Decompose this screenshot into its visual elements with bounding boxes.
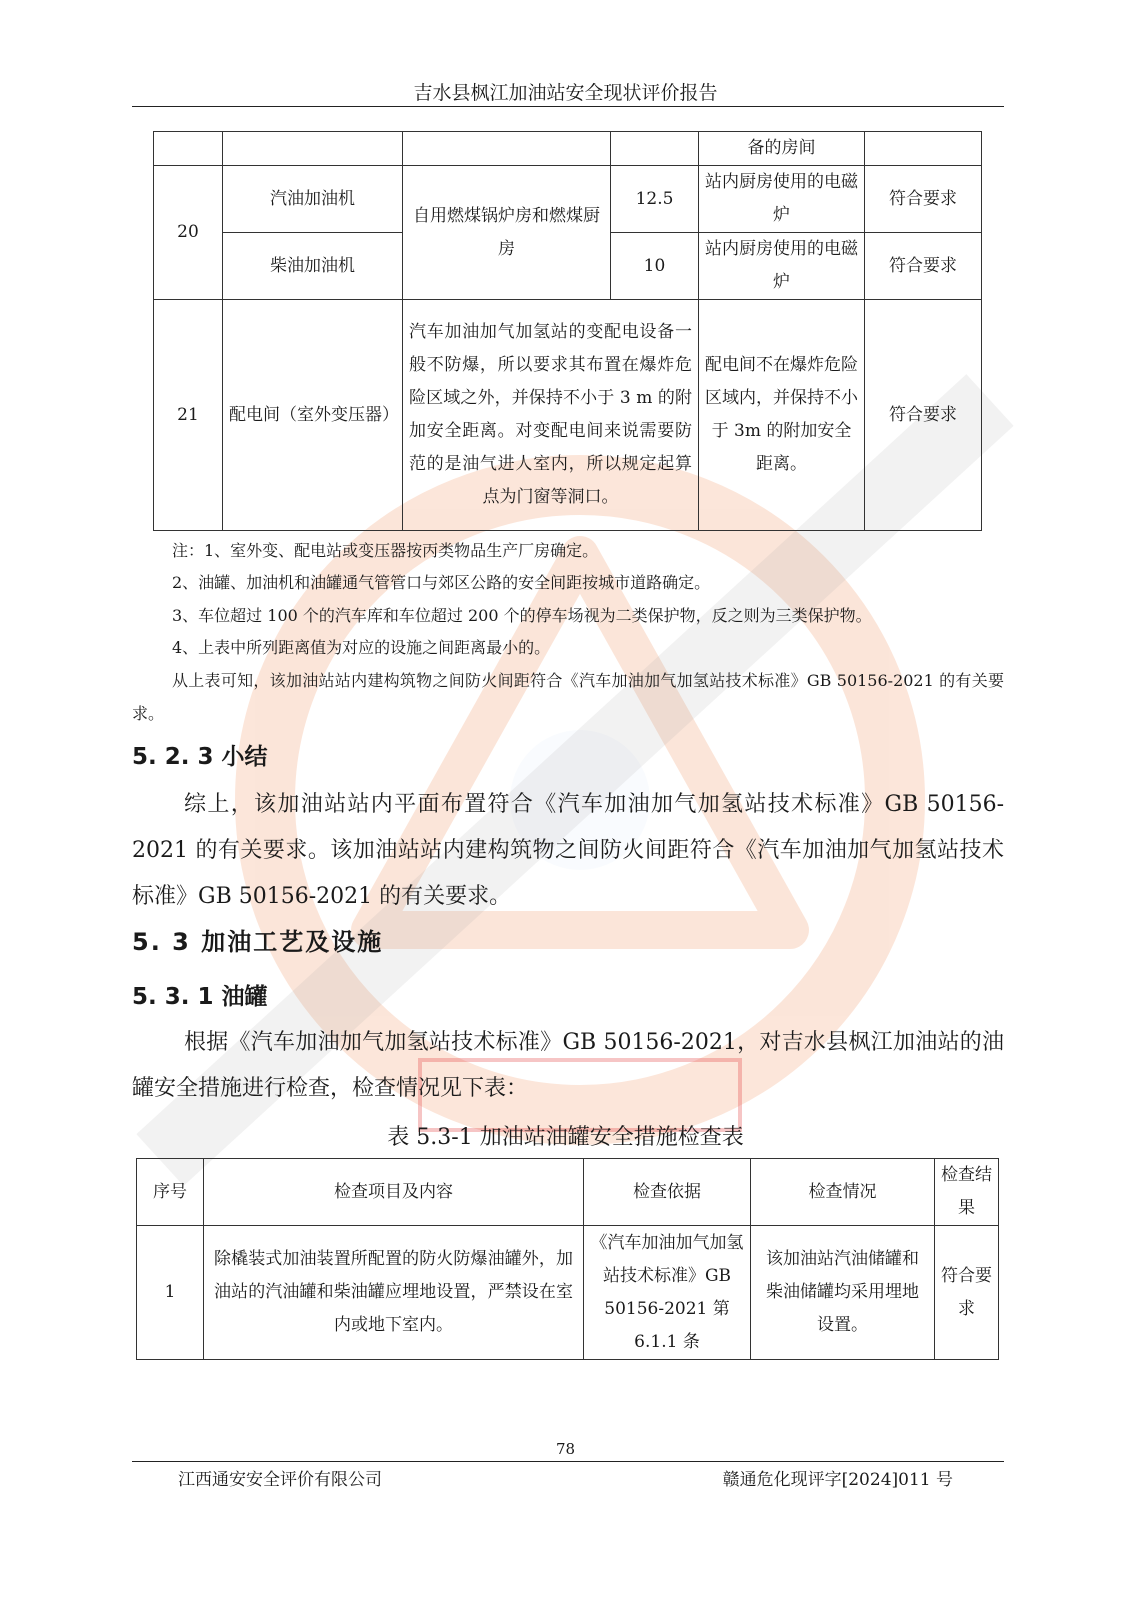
footer-doc-number: 赣通危化现评字[2024]011 号: [722, 1470, 953, 1490]
row-number: 21: [154, 300, 223, 531]
table-cell: 站内厨房使用的电磁炉: [699, 166, 865, 233]
table-note: 注：1、室外变、配电站或变压器按丙类物品生产厂房确定。: [172, 541, 599, 560]
footer-rule: [132, 1461, 1004, 1462]
section-heading-5-3-1: 5. 3. 1 油罐: [132, 984, 268, 1010]
table-row: [154, 132, 982, 166]
row-number: 1: [137, 1226, 204, 1360]
table-cell: 配电间（室外变压器）: [223, 300, 403, 531]
column-header: 检查依据: [584, 1159, 751, 1226]
result-cell: 符合要求: [865, 166, 982, 233]
section-heading-5-2-3: 5. 2. 3 小结: [132, 744, 268, 770]
table-cell: 汽车加油加气加氢站的变配电设备一般不防爆，所以要求其布置在爆炸危险区域之外，并保持不小于 3 m 的附加安全距离。对变配电间来说需要防范的是油气进人室内，所以规定起算点为门窗等洞口。: [403, 300, 699, 531]
result-cell: 符合要求: [935, 1226, 999, 1360]
tank-inspection-table: [136, 1158, 999, 1360]
footer-company: 江西通安安全评价有限公司: [178, 1470, 382, 1490]
page-number: 78: [555, 1440, 576, 1458]
distance-table: [153, 131, 982, 531]
table-note: 4、上表中所列距离值为对应的设施之间距离最小的。: [172, 638, 551, 657]
table-cell: 配电间不在爆炸危险区域内，并保持不小于 3m 的附加安全距离。: [699, 300, 865, 531]
column-header: 检查结果: [935, 1159, 999, 1226]
column-header: 序号: [137, 1159, 204, 1226]
table-cell: 12.5: [611, 166, 699, 233]
table-cell: 备的房间: [699, 132, 865, 166]
section-heading-5-3: 5. 3 加油工艺及设施: [132, 928, 384, 956]
table-cell: 站内厨房使用的电磁炉: [699, 233, 865, 300]
header-rule: [132, 106, 1004, 107]
table-note: 3、车位超过 100 个的汽车库和车位超过 200 个的停车场视为二类保护物，反之则为三类保护物。: [172, 606, 872, 625]
table-row: [154, 300, 982, 531]
tank-intro-paragraph: 根据《汽车加油加气加氢站技术标准》GB 50156-2021，对吉水县枫江加油站的油罐安全措施进行检查，检查情况见下表：: [132, 1030, 1004, 1101]
table-cell: 汽油加油机: [223, 166, 403, 233]
table-cell: 《汽车加油加气加氢站技术标准》GB 50156-2021 第 6.1.1 条: [584, 1226, 751, 1360]
column-header: 检查情况: [751, 1159, 935, 1226]
summary-paragraph: 综上，该加油站站内平面布置符合《汽车加油加气加氢站技术标准》GB 50156-2021 的有关要求。该加油站站内建构筑物之间防火间距符合《汽车加油加气加氢站技术标准》GB 50156-2021 的有关要求。: [132, 792, 1004, 909]
column-header: 检查项目及内容: [204, 1159, 584, 1226]
table-cell: 10: [611, 233, 699, 300]
table-caption: 表 5.3-1 加油站油罐安全措施检查表: [387, 1125, 744, 1150]
table-cell: 柴油加油机: [223, 233, 403, 300]
table-row: [137, 1226, 999, 1360]
result-cell: 符合要求: [865, 233, 982, 300]
table-cell: 除橇装式加油装置所配置的防火防爆油罐外，加油站的汽油罐和柴油罐应埋地设置，严禁设在室内或地下室内。: [204, 1226, 584, 1360]
table-row: [154, 166, 982, 233]
result-cell: 符合要求: [865, 300, 982, 531]
header-title: 吉水县枫江加油站安全现状评价报告: [413, 82, 718, 104]
table-note: 2、油罐、加油机和油罐通气管管口与郊区公路的安全间距按城市道路确定。: [172, 573, 711, 592]
table-header-row: [137, 1159, 999, 1226]
conclusion-paragraph: 从上表可知，该加油站站内建构筑物之间防火间距符合《汽车加油加气加氢站技术标准》GB 50156-2021 的有关要求。: [132, 671, 1004, 723]
row-number: 20: [154, 166, 223, 300]
table-cell: 该加油站汽油储罐和柴油储罐均采用埋地设置。: [751, 1226, 935, 1360]
table-cell: 自用燃煤锅炉房和燃煤厨房: [403, 166, 611, 300]
